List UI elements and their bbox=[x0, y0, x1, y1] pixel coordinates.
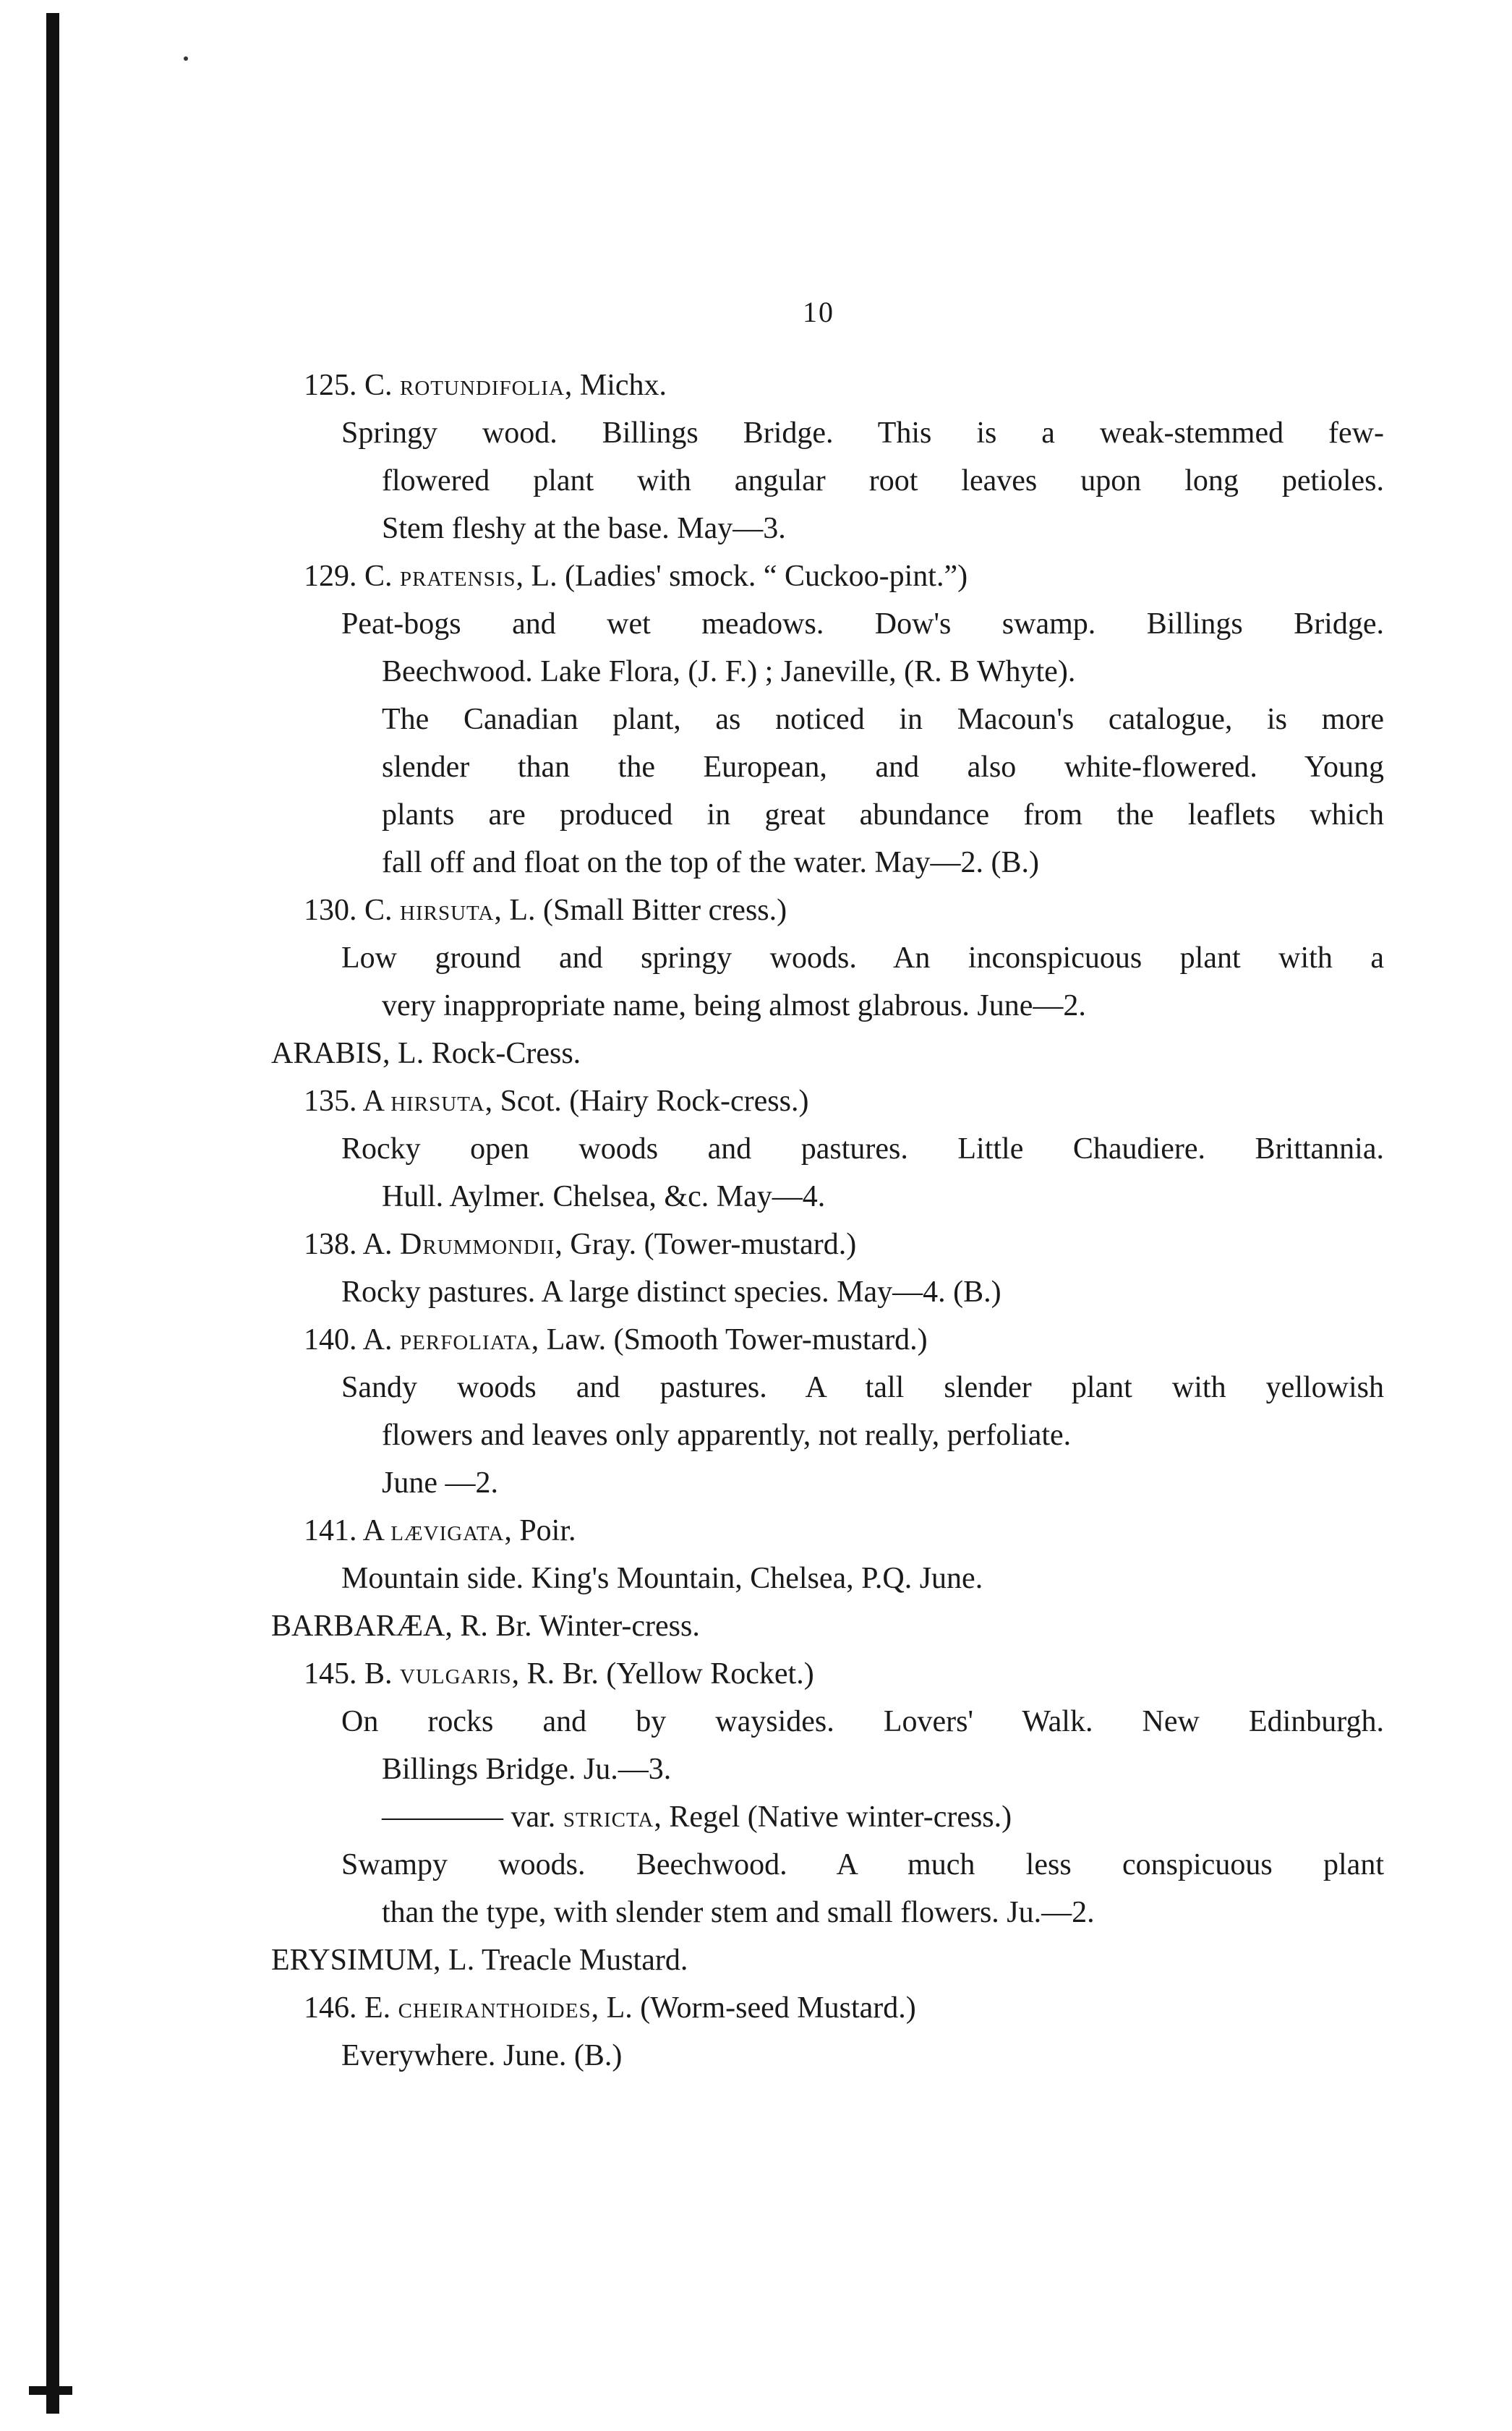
text-run: , Poir. bbox=[504, 1514, 576, 1547]
species-entry bbox=[0, 886, 1512, 934]
description-line bbox=[0, 2032, 1512, 2080]
page-number: 10 bbox=[803, 296, 834, 328]
text-run: 138. A. bbox=[304, 1228, 401, 1261]
text-run: ARABIS, L. Rock-Cress. bbox=[271, 1037, 581, 1070]
text-run: ———— var. bbox=[382, 1800, 563, 1834]
text-run: On rocks and by waysides. Lovers' Walk. New Edinburgh. bbox=[341, 1705, 1384, 1738]
text-run: Mountain side. King's Mountain, Chelsea, P.Q. June. bbox=[341, 1562, 983, 1595]
text-run: Swampy woods. Beechwood. A much less conspicuous plant bbox=[341, 1848, 1384, 1881]
genus-heading bbox=[0, 1602, 1512, 1650]
species-name: stricta bbox=[563, 1800, 654, 1834]
text-run: slender than the European, and also white-flowered. Young bbox=[382, 751, 1384, 784]
description-line bbox=[0, 1793, 1512, 1841]
text-run: , R. Br. (Yellow Rocket.) bbox=[511, 1657, 814, 1691]
species-entry bbox=[0, 1077, 1512, 1125]
species-entry bbox=[0, 1316, 1512, 1364]
text-run: Peat-bogs and wet meadows. Dow's swamp. Billings Bridge. bbox=[341, 607, 1384, 641]
text-run: 130. C. bbox=[304, 894, 401, 927]
description-line bbox=[0, 600, 1384, 648]
description-line bbox=[0, 1459, 1512, 1507]
species-entry bbox=[0, 1507, 1512, 1555]
text-run: , Regel (Native winter-cress.) bbox=[654, 1800, 1012, 1834]
species-entry bbox=[0, 362, 1512, 409]
page-body bbox=[0, 362, 1512, 2080]
genus-heading bbox=[0, 1936, 1512, 1984]
species-entry bbox=[0, 1650, 1512, 1698]
description-line bbox=[0, 1125, 1384, 1173]
text-run: BARBARÆA, R. Br. Winter-cress. bbox=[271, 1610, 700, 1643]
text-run: flowers and leaves only apparently, not really, perfoliate. bbox=[382, 1419, 1072, 1452]
text-run: than the type, with slender stem and small flowers. Ju.—2. bbox=[382, 1896, 1095, 1929]
text-run: Beechwood. Lake Flora, (J. F.) ; Janeville, (R. B Whyte). bbox=[382, 655, 1076, 688]
description-line bbox=[0, 696, 1384, 743]
text-run: flowered plant with angular root leaves upon long petioles. bbox=[382, 464, 1384, 497]
description-line bbox=[0, 505, 1512, 552]
text-run: Billings Bridge. Ju.—3. bbox=[382, 1753, 672, 1786]
text-run: The Canadian plant, as noticed in Macoun's catalogue, is more bbox=[382, 703, 1384, 736]
text-run: , Gray. (Tower-mustard.) bbox=[555, 1228, 857, 1261]
description-line bbox=[0, 648, 1512, 696]
genus-heading bbox=[0, 1030, 1512, 1077]
species-name: hirsuta bbox=[400, 894, 495, 927]
text-run: , L. (Worm-seed Mustard.) bbox=[591, 1991, 916, 2025]
scan-speck bbox=[184, 56, 188, 61]
description-line bbox=[0, 409, 1384, 457]
text-run: Everywhere. June. (B.) bbox=[341, 2039, 623, 2072]
description-line bbox=[0, 839, 1512, 886]
text-run: , Michx. bbox=[564, 369, 667, 402]
description-line bbox=[0, 1268, 1512, 1316]
species-name: vulgaris bbox=[400, 1657, 512, 1691]
text-run: , Law. (Smooth Tower-mustard.) bbox=[531, 1323, 928, 1357]
description-line bbox=[0, 1555, 1512, 1602]
text-run: Rocky open woods and pastures. Little Chaudiere. Brittannia. bbox=[341, 1132, 1384, 1166]
description-line bbox=[0, 1746, 1512, 1793]
species-name: hirsuta bbox=[390, 1085, 485, 1118]
text-run: 146. E. bbox=[304, 1991, 398, 2025]
description-line bbox=[0, 1173, 1512, 1221]
description-line bbox=[0, 1889, 1512, 1936]
text-run: 141. A bbox=[304, 1514, 391, 1547]
text-run: 125. C. bbox=[304, 369, 401, 402]
scan-binding-foot bbox=[29, 2386, 72, 2395]
text-run: , L. (Small Bitter cress.) bbox=[494, 894, 787, 927]
text-run: Sandy woods and pastures. A tall slender plant with yellowish bbox=[341, 1371, 1384, 1404]
text-run: June —2. bbox=[382, 1466, 498, 1500]
description-line bbox=[0, 743, 1384, 791]
text-run: Stem fleshy at the base. May—3. bbox=[382, 512, 786, 545]
text-run: 140. A. bbox=[304, 1323, 401, 1357]
text-run: Springy wood. Billings Bridge. This is a weak-stemmed few- bbox=[341, 416, 1384, 450]
description-line bbox=[0, 934, 1384, 982]
species-name: rotundifolia bbox=[400, 369, 565, 402]
text-run: Hull. Aylmer. Chelsea, &c. May—4. bbox=[382, 1180, 826, 1213]
description-line bbox=[0, 457, 1384, 505]
text-run: 145. B. bbox=[304, 1657, 401, 1691]
text-run: , Scot. (Hairy Rock-cress.) bbox=[484, 1085, 809, 1118]
species-entry bbox=[0, 1984, 1512, 2032]
description-line bbox=[0, 1698, 1384, 1746]
species-name: cheiranthoides bbox=[398, 1991, 591, 2025]
text-run: Rocky pastures. A large distinct species. May—4. (B.) bbox=[341, 1276, 1001, 1309]
description-line bbox=[0, 1364, 1384, 1411]
text-run: Low ground and springy woods. An inconspicuous plant with a bbox=[341, 941, 1384, 975]
text-run: 129. C. bbox=[304, 560, 401, 593]
species-name: Drummondii bbox=[400, 1228, 555, 1261]
description-line bbox=[0, 982, 1512, 1030]
text-run: very inappropriate name, being almost glabrous. June—2. bbox=[382, 989, 1086, 1022]
species-entry bbox=[0, 1221, 1512, 1268]
text-run: fall off and float on the top of the water. May—2. (B.) bbox=[382, 846, 1039, 879]
description-line bbox=[0, 1411, 1512, 1459]
text-run: plants are produced in great abundance from the leaflets which bbox=[382, 798, 1384, 832]
species-entry bbox=[0, 552, 1512, 600]
text-run: 135. A bbox=[304, 1085, 391, 1118]
description-line bbox=[0, 791, 1384, 839]
text-run: , L. (Ladies' smock. “ Cuckoo-pint.”) bbox=[516, 560, 968, 593]
text-run: ERYSIMUM, L. Treacle Mustard. bbox=[271, 1944, 688, 1977]
species-name: pratensis bbox=[400, 560, 516, 593]
description-line bbox=[0, 1841, 1384, 1889]
species-name: lævigata bbox=[390, 1514, 505, 1547]
species-name: perfoliata bbox=[400, 1323, 531, 1357]
